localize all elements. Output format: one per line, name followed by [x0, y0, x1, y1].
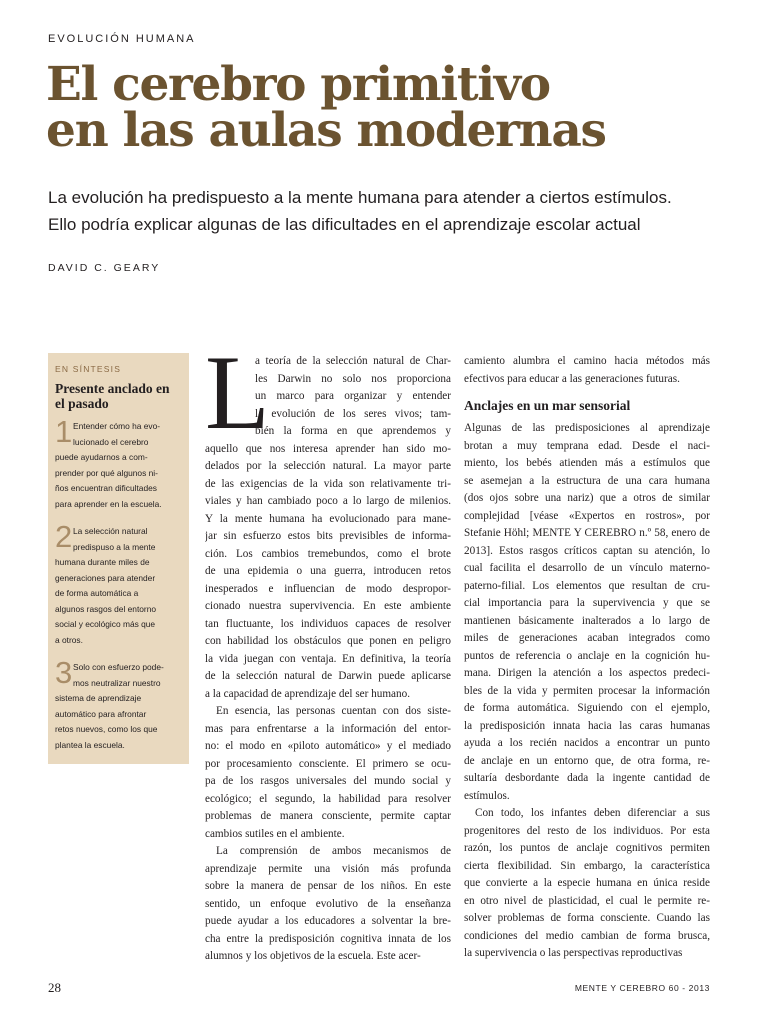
sidebar-item-line: sistema de aprendizaje [55, 693, 142, 703]
body-line: aquello que nos interesa aprender han sido mo- [205, 442, 451, 455]
body-line: problemas de manera consciente, permite captar [205, 810, 451, 822]
body-line: 2013]. Estos rasgos críticos captan su atención, lo [464, 544, 710, 557]
body-line: cionado nuestra supervivencia. En este ambiente [205, 600, 451, 612]
body-line: ción. Los cambios tremebundos, como el brote [205, 547, 451, 560]
body-line: efectivos para educar a las generaciones futuras. [464, 372, 680, 385]
body-line: la vida juegan con ventaja. En definitiva, la teoría [205, 652, 451, 665]
body-line: pa de los rasgos universales del mundo social y [205, 775, 451, 787]
body-line: solver problemas de forma consciente. Cuando las [464, 912, 710, 924]
body-line: jar sin esfuerzo estos bits previsibles de informa- [205, 530, 451, 542]
body-line: inesperados e influencian de modo despropor- [205, 582, 451, 595]
sidebar-item-line: Solo con esfuerzo pode- [73, 662, 164, 672]
sidebar-item-line: algunos rasgos del entorno [55, 603, 157, 614]
title-line: en las aulas modernas [46, 103, 606, 158]
body-line: ecológico; el segundo, la habilidad para resolver [205, 792, 451, 805]
body-line: estímulos. [464, 789, 510, 802]
body-line: progenitores del resto de los individuos. Por esta [464, 824, 710, 837]
sidebar-item-number: 2 [55, 519, 73, 554]
sidebar-item-line: a otros. [55, 634, 83, 645]
body-line: (dos ojos sobre una nariz) que a otros de similar [464, 492, 710, 504]
body-line: razón, los puntos de anclaje cognitivos permiten [464, 842, 710, 854]
body-line: cial importancia para la supervivencia y que se [464, 597, 710, 609]
body-line: de las exigencias de la vida son relativamente tri- [205, 477, 451, 490]
body-line: la predisposición innata hacia las caras humanas [464, 719, 710, 732]
body-line: sultaría desbordante dada la ingente cantidad de [464, 772, 710, 784]
body-line: ayuda a los recién nacidos a encontrar un punto [464, 737, 710, 749]
body-line: En esencia, las personas cuentan con dos siste- [216, 705, 451, 717]
body-line: a teoría de la selección natural de Char- [255, 355, 451, 367]
sidebar-item-line: mos neutralizar nuestro [73, 677, 161, 688]
sidebar-heading: Presente anclado en el pasado [55, 381, 170, 411]
body-line: Con todo, los infantes deben diferenciar a sus [475, 807, 710, 819]
magazine-footer: MENTE Y CEREBRO 60 - 2013 [574, 983, 710, 993]
sidebar-item [55, 519, 182, 648]
body-line: camiento alumbra el camino hacia métodos más [464, 355, 710, 367]
page-number: 28 [48, 980, 61, 995]
body-line: a la capacidad de aprendizaje del ser humano. [205, 687, 410, 700]
body-line: sobre la manera de pensar de los niños. En este [205, 880, 451, 892]
body-line: les Darwin no solo nos proporciona [255, 372, 451, 385]
sidebar-item-line: ños encuentran dificultades [55, 483, 157, 493]
body-line: delados por la selección natural. La mayor parte [205, 460, 451, 472]
body-line: puntos de referencia o anclaje en la cognición hu- [464, 649, 710, 662]
body-line: brotan a muy temprana edad. Desde el naci- [464, 439, 710, 452]
body-line: por procesamiento consciente. El primero se ocu- [205, 757, 451, 770]
body-line: mana. Dirigen la atención a los aspectos predeci- [464, 667, 710, 679]
body-line: la supervivencia o las perspectivas reproductivas [464, 947, 683, 959]
body-line: bles de la vida y permiten procesar la información [464, 684, 710, 697]
body-line: cierta flexibilidad. Sin embargo, la característica [464, 859, 710, 872]
body-column-2 [464, 353, 710, 963]
sidebar-item-line: predispuso a la mente [73, 541, 156, 552]
sidebar-item-line: humana durante miles de [55, 557, 150, 567]
body-line: con habilidad los obstáculos que ponen en peligro [205, 635, 451, 647]
sidebar-item-line: para aprender en la escuela. [55, 498, 162, 509]
body-line: de anclaje en un entorno que, de otra forma, re- [464, 754, 710, 767]
subtitle-line: Ello podría explicar algunas de las dificultades en el aprendizaje escolar actual [48, 215, 641, 234]
body-line: Stefanie Höhl; MENTE Y CEREBRO n.º 58, enero de [464, 527, 710, 539]
body-line: mantienen básicamente inalterados a lo largo de [464, 614, 710, 627]
body-line: sentido, un enfoque evolutivo de la enseñanza [205, 897, 451, 910]
summary-sidebar [48, 353, 189, 764]
sidebar-item-line: La selección natural [73, 526, 148, 536]
body-line: Y la mente humana ha evolucionado para mane- [205, 512, 451, 525]
body-line: tan fluctuante, los individuos capaces de resolver [205, 617, 451, 630]
body-line: mas para enfrentarse a la información del entor- [205, 722, 451, 735]
body-line: cambios sutiles en el ambiente. [205, 827, 345, 840]
sidebar-item-line: retos nuevos, como los que [55, 724, 158, 734]
sidebar-item-line: lucionado el cerebro [73, 436, 149, 447]
body-line: de una epidemia o una guerra, introducen retos [205, 565, 451, 577]
body-line: que convierte a la especie humana en única reside [464, 877, 710, 889]
body-line: Algunas de las predisposiciones al aprendizaje [464, 422, 710, 434]
body-line: condiciones del medio cambian de forma brusca, [464, 929, 710, 942]
body-line: viales y han cambiado poco a lo largo de milenios. [205, 495, 451, 507]
body-line: complejidad [véase «Expertos en rostros», por [464, 509, 710, 522]
sidebar-item [55, 414, 182, 512]
article-title [46, 57, 726, 158]
body-line: un marco para organizar y entender [255, 390, 451, 402]
sidebar-item-line: prender por qué algunos ni- [55, 467, 158, 478]
sidebar-item-number: 3 [55, 655, 73, 690]
sidebar-item-line: puede ayudarnos a com- [55, 452, 148, 462]
body-line: puede ayudar a los educadores a solventar la bre- [205, 915, 451, 927]
sidebar-item-line: social y ecológico más que [55, 619, 156, 629]
sidebar-item-line: generaciones para atender [55, 572, 156, 583]
body-line: de forma automática. Siguiendo con el ejemplo, [464, 702, 710, 714]
body-line: paterno-filial. Los elementos que resultan de cru- [464, 579, 710, 592]
author-byline: DAVID C. GEARY [48, 262, 161, 274]
body-line: se asemejan a la estructura de una cara humana [464, 474, 710, 487]
body-line: cha entre la predisposición cognitiva innata de los [205, 932, 451, 945]
title-line: El cerebro primitivo [46, 57, 550, 112]
body-line: de la selección natural de Darwin puede aplicarse [205, 670, 451, 682]
body-line: la evolución de los seres vivos; tam- [255, 407, 451, 420]
sidebar-item-line: de forma automática a [55, 588, 139, 598]
body-line: en otro nivel de plasticidad, el cual le permite re- [464, 894, 710, 907]
body-line: miento, los bebés atienden más a estímulos que [464, 457, 710, 469]
article-subtitle [48, 184, 738, 238]
sidebar-item [55, 655, 182, 753]
sidebar-item-line: Entender cómo ha evo- [73, 421, 161, 431]
subtitle-line: La evolución ha predispuesto a la mente humana para atender a ciertos estímulos. [48, 188, 672, 207]
body-line: aprendizaje permite una visión más profunda [205, 862, 451, 875]
sidebar-item-line: plantea la escuela. [55, 739, 125, 750]
sidebar-items [55, 414, 182, 753]
body-line: no: el modo en «piloto automático» y el mediado [205, 740, 451, 752]
sidebar-item-number: 1 [55, 414, 73, 449]
sidebar-tag: EN SÍNTESIS [55, 364, 122, 374]
body-line: alumnos y los objetivos de la escuela. Este acer- [205, 950, 421, 962]
body-line: miles de generaciones acaban integrados como [464, 632, 710, 644]
body-line: bién la forma en que aprendemos y [255, 425, 451, 437]
drop-cap: L [205, 334, 270, 451]
body-line: cual facilita el desarrollo de un vínculo materno- [464, 562, 710, 574]
body-line: La comprensión de ambos mecanismos de [216, 845, 451, 857]
section-heading: Anclajes en un mar sensorial [464, 398, 631, 413]
sidebar-item-line: automático para afrontar [55, 708, 147, 719]
body-column-1 [205, 353, 451, 966]
section-label: EVOLUCIÓN HUMANA [48, 33, 196, 45]
